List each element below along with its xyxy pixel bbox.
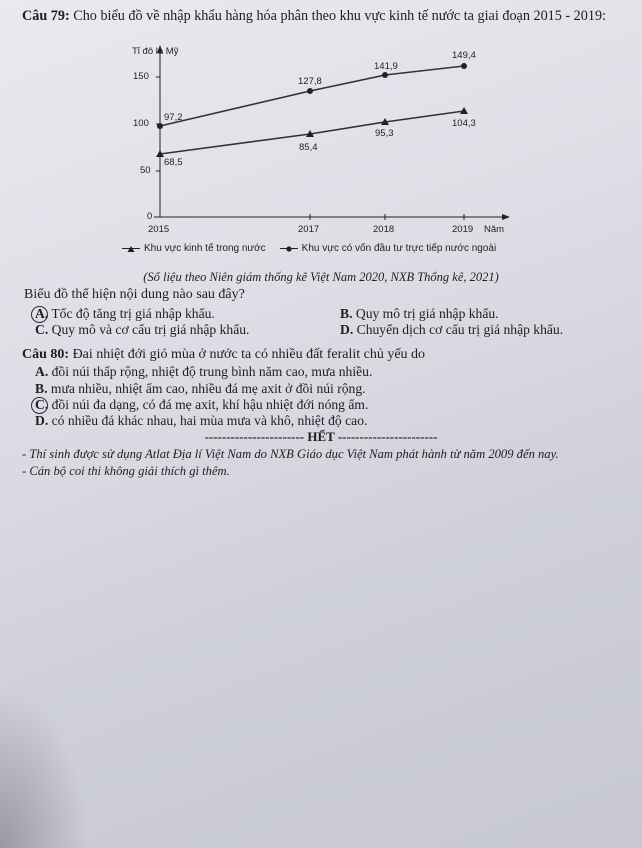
- data-label: 127,8: [298, 76, 322, 87]
- y-tick-label: 50: [140, 165, 151, 176]
- data-label: 97,2: [164, 112, 183, 123]
- data-label: 149,4: [452, 50, 476, 61]
- q80-option-d[interactable]: D. có nhiều đá khác nhau, hai mùa mưa và khô, nhiệt độ cao.: [35, 413, 368, 428]
- q80-option-c[interactable]: C. đồi núi đa dạng, có đá mẹ axit, khí hậu nhiệt đới nóng ẩm.: [35, 397, 369, 412]
- data-source-note: (Số liệu theo Niên giám thống kê Việt Nam 2020, NXB Thống kê, 2021): [143, 270, 499, 284]
- data-label: 95,3: [375, 128, 394, 139]
- y-tick-label: 150: [133, 71, 149, 82]
- question-80-title: Câu 80: Đai nhiệt đới gió mùa ở nước ta có nhiều đất feralit chủ yếu do: [22, 347, 426, 362]
- q79-option-a[interactable]: A. Tốc độ tăng trị giá nhập khẩu.: [35, 306, 215, 321]
- y-tick-label: 100: [133, 118, 149, 129]
- point-circle-icon: [307, 88, 313, 94]
- x-axis-arrow-icon: [502, 214, 510, 220]
- q79-option-b[interactable]: B. Quy mô trị giá nhập khẩu.: [340, 306, 499, 321]
- legend-item-fdi: Khu vực có vốn đầu tư trực tiếp nước ngoài: [301, 243, 497, 254]
- x-tick-label: 2017: [298, 224, 320, 235]
- x-tick-label: 2019: [452, 224, 474, 235]
- legend-item-domestic: Khu vực kinh tế trong nước: [144, 243, 266, 254]
- data-label: 85,4: [299, 142, 318, 153]
- x-tick-label: 2018: [373, 224, 395, 235]
- y-axis-label: Tỉ đô la Mỹ: [132, 46, 179, 57]
- x-axis-label: Năm: [484, 224, 505, 235]
- q80-option-b[interactable]: B. mưa nhiều, nhiệt ẩm cao, nhiều đá mẹ axit ở đồi núi rộng.: [35, 381, 366, 396]
- end-marker: ----------------------- HẾT -----------------------: [204, 429, 438, 444]
- question-79-prompt: Biểu đồ thể hiện nội dung nào sau đây?: [24, 287, 245, 302]
- footer-note: - Thí sinh được sử dụng Atlat Địa lí Việt Nam do NXB Giáo dục Việt Nam phát hành từ năm 2009 đến nay.: [22, 447, 559, 461]
- y-tick-label: 0: [147, 211, 153, 222]
- point-circle-icon: [461, 63, 467, 69]
- x-tick-label: 2015: [148, 224, 170, 235]
- data-label: 141,9: [374, 61, 398, 72]
- legend-triangle-icon: [122, 245, 140, 253]
- footer-note: - Cán bộ coi thi không giải thích gì thêm.: [22, 464, 230, 478]
- chart-svg: [0, 0, 642, 260]
- question-79-number: Câu 79:: [22, 8, 70, 24]
- data-label: 68,5: [164, 157, 183, 168]
- point-circle-icon: [157, 123, 163, 129]
- q79-option-c[interactable]: C. Quy mô và cơ cấu trị giá nhập khẩu.: [35, 322, 250, 337]
- page-shadow: [0, 688, 90, 848]
- q80-option-a[interactable]: A. đồi núi thấp rộng, nhiệt độ trung bình năm cao, mưa nhiều.: [35, 364, 373, 379]
- chart-legend: [122, 243, 496, 254]
- legend-circle-icon: [280, 245, 298, 253]
- question-79-text: Cho biểu đồ về nhập khẩu hàng hóa phân theo khu vực kinh tế nước ta giai đoạn 2015 - 2019:: [73, 8, 606, 24]
- import-line-chart: [0, 0, 642, 260]
- q79-option-d[interactable]: D. Chuyển dịch cơ cấu trị giá nhập khẩu.: [340, 322, 564, 337]
- point-circle-icon: [382, 72, 388, 78]
- point-triangle-icon: [460, 107, 468, 114]
- data-label: 104,3: [452, 118, 476, 129]
